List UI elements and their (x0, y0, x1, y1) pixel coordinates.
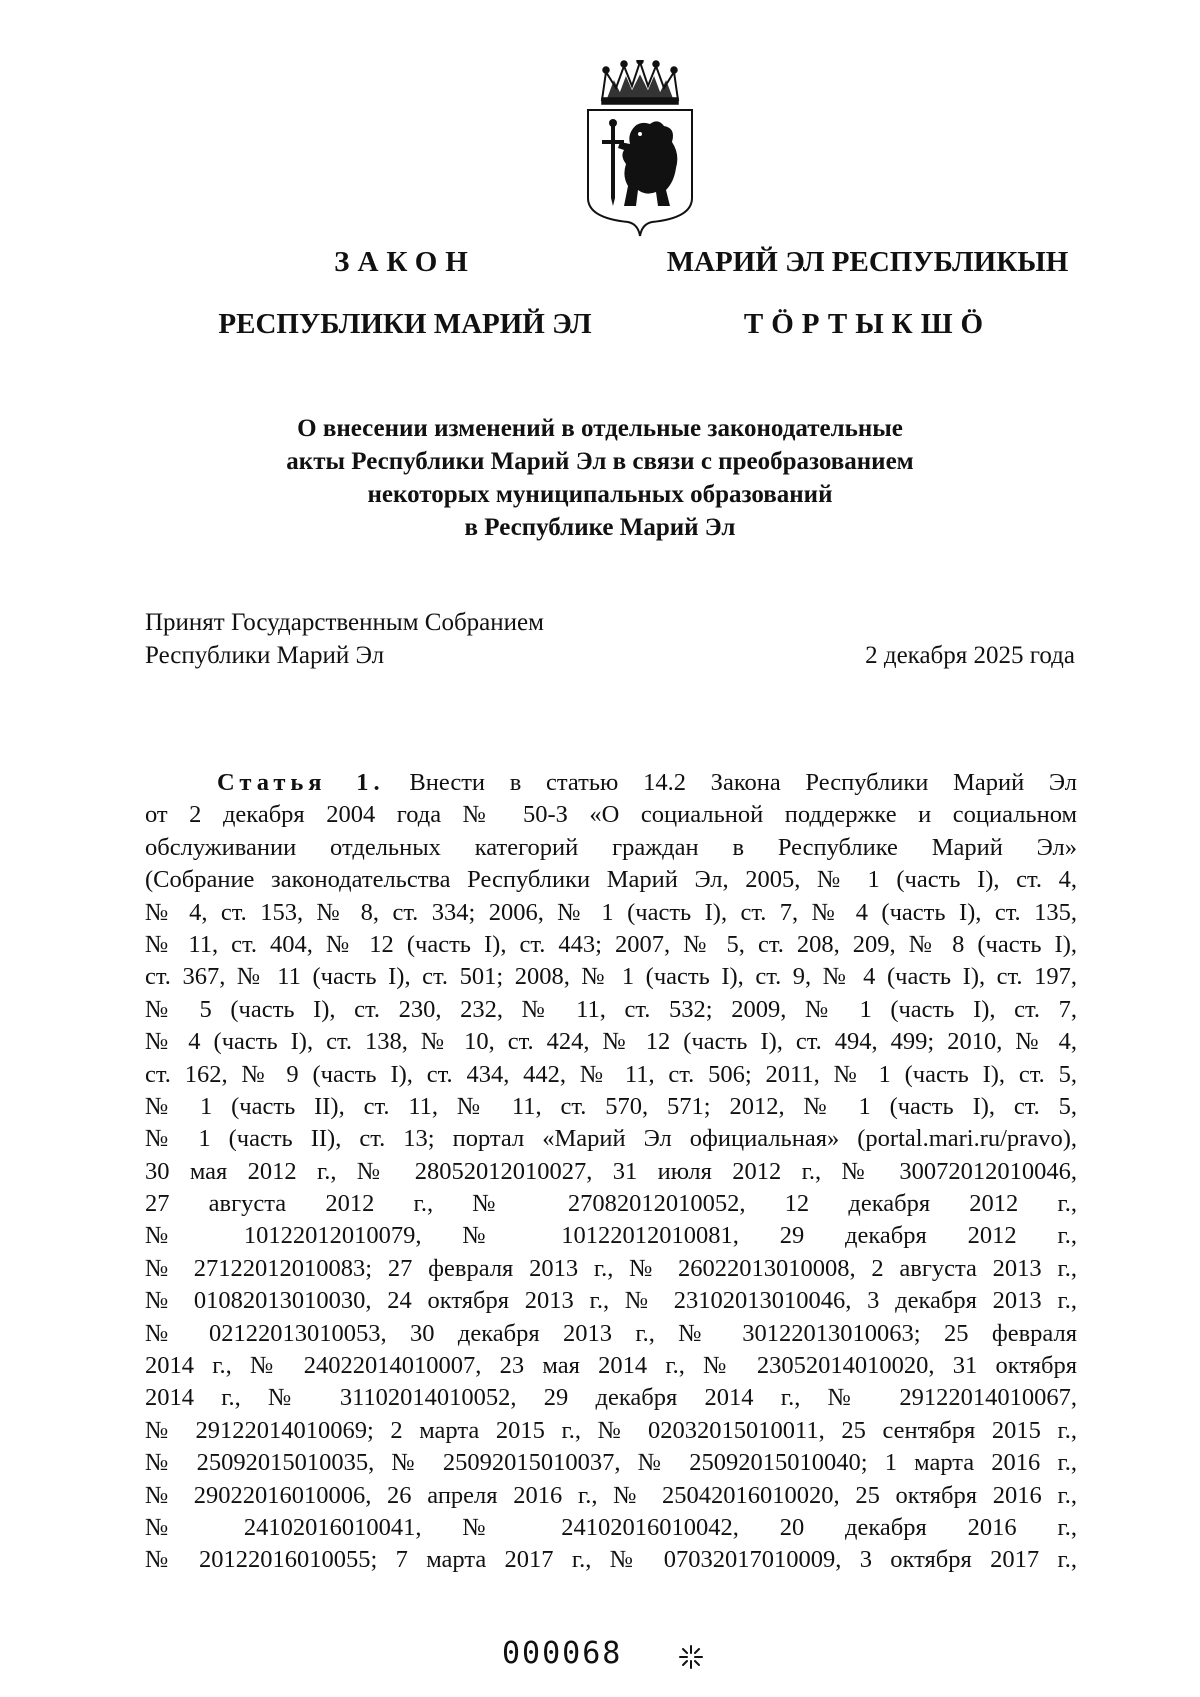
article-1-body (145, 767, 1077, 1577)
article-line: № 25092015010035, № 25092015010037, № 25092015010040; 1 марта 2016 г., (145, 1449, 1077, 1477)
article-line: № 29122014010069; 2 марта 2015 г., № 02032015010011, 25 сентября 2015 г., (145, 1416, 1077, 1444)
adoption-date: 2 декабря 2025 года (865, 642, 1075, 669)
header-mari-law-word: ТӦРТЫКШӦ (743, 308, 992, 340)
article-line: № 5 (часть I), ст. 230, 232, № 11, ст. 532; 2009, № 1 (часть I), ст. 7, (145, 995, 1077, 1023)
article-line: № 1 (часть II), ст. 11, № 11, ст. 570, 571; 2012, № 1 (часть I), ст. 5, (145, 1092, 1077, 1120)
article-line: 27 августа 2012 г., № 27082012010052, 12 декабря 2012 г., (145, 1190, 1077, 1218)
article-line: 2014 г., № 31102014010052, 29 декабря 2014 г., № 29122014010067, (145, 1384, 1077, 1412)
header-law-title: ЗАКОН (334, 246, 476, 278)
article-line: № 02122013010053, 30 декабря 2013 г., № 30122013010063; 25 февраля (145, 1319, 1077, 1347)
law-title-line: О внесении изменений в отдельные законодательные (297, 415, 903, 442)
header-republic-name: РЕСПУБЛИКИ МАРИЙ ЭЛ (218, 308, 592, 340)
article-line: ст. 162, № 9 (часть I), ст. 434, 442, № 11, ст. 506; 2011, № 1 (часть I), ст. 5, (145, 1060, 1077, 1088)
article-line: № 27122012010083; 27 февраля 2013 г., № 26022013010008, 2 августа 2013 г., (145, 1254, 1077, 1282)
article-line (145, 767, 1077, 799)
law-title (160, 412, 1040, 544)
header-mari-republic-title: МАРИЙ ЭЛ РЕСПУБЛИКЫН (666, 246, 1069, 278)
document-serial-number: 000068 (502, 1636, 623, 1671)
article-line: от 2 декабря 2004 года № 50-З «О социальной поддержке и социальном (145, 801, 1077, 829)
adoption-block (145, 606, 1075, 672)
article-line: 30 мая 2012 г., № 28052012010027, 31 июля 2012 г., № 30072012010046, (145, 1157, 1077, 1185)
article-line: № 01082013010030, 24 октября 2013 г., № 23102013010046, 3 декабря 2013 г., (145, 1287, 1077, 1315)
article-line: (Собрание законодательства Республики Марий Эл, 2005, № 1 (часть I), ст. 4, (145, 866, 1077, 894)
adopted-by-line: Республики Марий Эл (145, 642, 385, 669)
law-title-line: акты Республики Марий Эл в связи с преобразованием (286, 448, 914, 475)
article-line: № 4, ст. 153, № 8, ст. 334; 2006, № 1 (часть I), ст. 7, № 4 (часть I), ст. 135, (145, 898, 1077, 926)
article-line: № 4 (часть I), ст. 138, № 10, ст. 424, № 12 (часть I), ст. 494, 499; 2010, № 4, (145, 1028, 1077, 1056)
article-line: ст. 367, № 11 (часть I), ст. 501; 2008, № 1 (часть I), ст. 9, № 4 (часть I), ст. 197, (145, 963, 1077, 991)
article-line: обслуживании отдельных категорий граждан в Республике Марий Эл» (145, 833, 1077, 861)
article-label: Статья 1. (217, 769, 385, 796)
article-line: № 29022016010006, 26 апреля 2016 г., № 25042016010020, 25 октября 2016 г., (145, 1481, 1077, 1509)
article-line: № 24102016010041, № 24102016010042, 20 декабря 2016 г., (145, 1513, 1077, 1541)
asterisk-mark-icon (678, 1644, 704, 1670)
article-line: № 1 (часть II), ст. 13; портал «Марий Эл официальная» (portal.mari.ru/pravo), (145, 1125, 1077, 1153)
coat-of-arms-emblem (580, 60, 700, 238)
law-title-line: некоторых муниципальных образований (367, 481, 833, 508)
adopted-by-line: Принят Государственным Собранием (145, 609, 544, 636)
article-line-text: Внести в статью 14.2 Закона Республики Марий Эл (409, 769, 1077, 796)
law-title-line: в Республике Марий Эл (464, 514, 736, 541)
article-line: № 10122012010079, № 10122012010081, 29 декабря 2012 г., (145, 1222, 1077, 1250)
article-line: № 20122016010055; 7 марта 2017 г., № 07032017010009, 3 октября 2017 г., (145, 1546, 1077, 1574)
article-line: № 11, ст. 404, № 12 (часть I), ст. 443; 2007, № 5, ст. 208, 209, № 8 (часть I), (145, 930, 1077, 958)
article-line: 2014 г., № 24022014010007, 23 мая 2014 г., № 23052014010020, 31 октября (145, 1352, 1077, 1380)
